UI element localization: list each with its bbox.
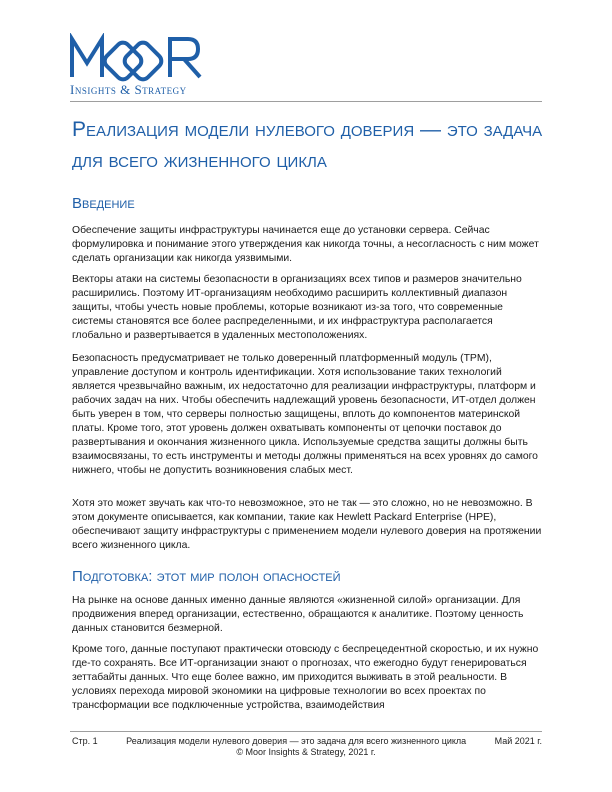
paragraph: Безопасность предусматривает не только доверенный платформенный модуль (TPM), управление доступом и контроль идентификации. Хотя использование таких технологий является чрезвычайно важным, их недостаточно для реализации инфраструктуры, платформ и рабочих задач на них. Чтобы обеспечить надлежащий уровень безопасности, ИТ-отдел должен быть уверен в том, что серверы полностью защищены, вплоть до компонентов материнской платы. Кроме того, этот уровень должен охватывать компоненты от цепочки поставок до развертывания и окончания жизненного цикла. Используемые средства защиты должны быть взаимосвязаны, то есть инструменты и методы должны применяться на всех уровнях до самого нижнего, чтобы не допустить возникновения слабых мест. xyxy=(72,353,538,476)
footer-date: Май 2021 г. xyxy=(494,736,542,746)
moor-logo-icon xyxy=(70,33,220,83)
section-heading-introduction: Введение xyxy=(72,195,135,212)
document-title: Реализация модели нулевого доверия — это задача для всего жизненного цикла xyxy=(72,118,543,172)
section-heading-preparation: Подготовка: этот мир полон опасностей xyxy=(72,568,341,585)
paragraph: На рынке на основе данных именно данные являются «жизненной силой» организации. Для продвижения вперед организации, естественно, обращаются к аналитике. Поэтому ценность данных становится безмерной. xyxy=(72,595,524,634)
paragraph: Хотя это может звучать как что-то невозможное, это не так — это сложно, но не невозможно. В этом документе описывается, как компании, такие как Hewlett Packard Enterprise (HPE), обеспечивают защиту инфраструктуры с применением модели нулевого доверия на протяжении всего жизненного цикла. xyxy=(72,498,542,551)
page-number: Стр. 1 xyxy=(72,736,98,746)
header-divider xyxy=(70,101,542,102)
paragraph: Векторы атаки на системы безопасности в организациях всех типов и размеров значительно расширились. Поэтому ИТ-организациям необходимо расширить коллективный диапазон защиты, чтобы учесть новые проблемы, которые возникают из-за того, что современные системы становятся все более распределенными, и их инфраструктура располагается глобально и развертывается в удаленных местоположениях. xyxy=(72,274,522,341)
paragraph: Кроме того, данные поступают практически отовсюду с беспрецедентной скоростью, и их нужно где-то сохранять. Все ИТ-организации знают о прогнозах, что ежегодно будут генерироваться зеттабайты данных. Что еще более важно, им приходится выживать в этой реальности. В условиях перехода мировой экономики на цифровые технологии во всех проектах по трансформации все подключенные устройства, взаимодействия xyxy=(72,644,539,711)
paragraph: Обеспечение защиты инфраструктуры начинается еще до установки сервера. Сейчас формулировка и понимание этого утверждения как никогда точны, а несогласность с ним может сделать организации как никогда уязвимыми. xyxy=(72,225,539,264)
footer-doc-title: Реализация модели нулевого доверия — это задача для всего жизненного цикла xyxy=(126,736,467,746)
footer xyxy=(72,736,542,747)
logo-subtitle: Insights & Strategy xyxy=(70,82,187,97)
footer-copyright: © Moor Insights & Strategy, 2021 г. xyxy=(236,747,376,757)
footer-divider xyxy=(70,731,542,732)
